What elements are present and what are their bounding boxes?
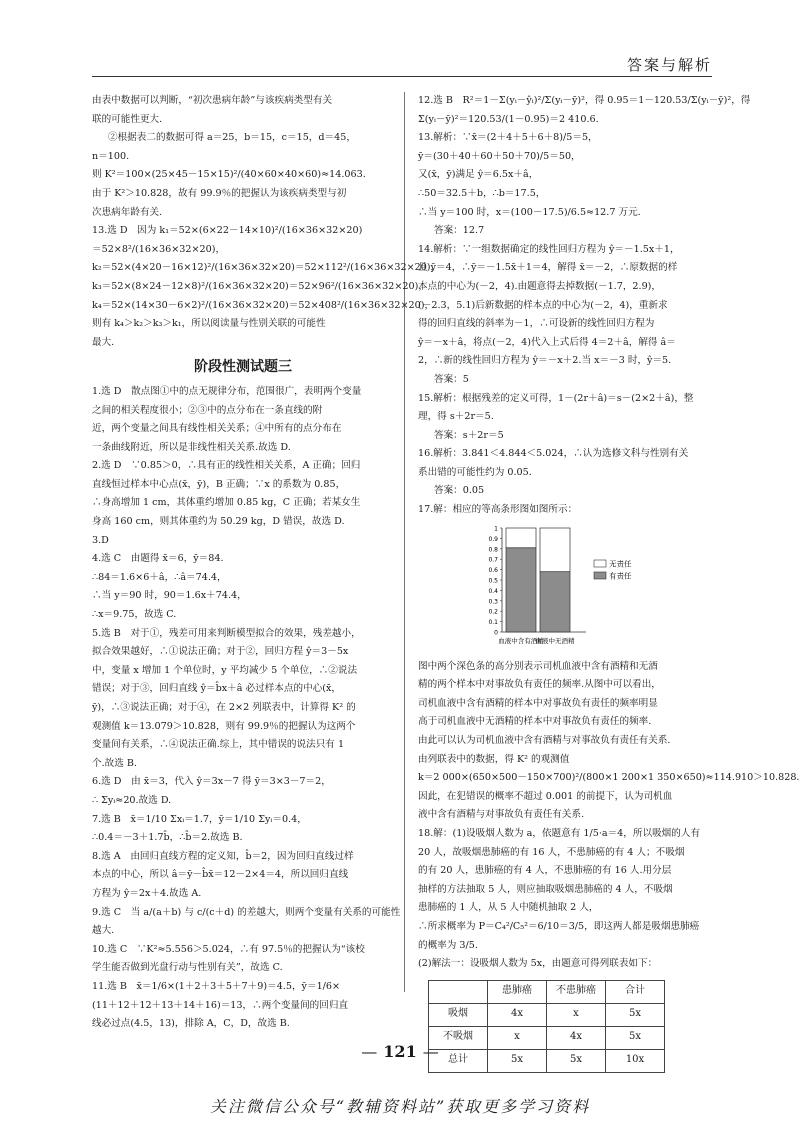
answer-5	[92, 625, 394, 774]
answer-12	[418, 92, 751, 129]
text-line: 身高 160 cm，则其体重约为 50.29 kg，D 错误，故选 D.	[92, 516, 345, 528]
section-title: 阶段性测试题三	[194, 359, 292, 376]
text-line: k₂＝52×(4×20－16×12)²/(16×36×32×20)＝52×112²/(16×36×32×20)，	[92, 262, 441, 274]
text-line: 12.选 B R²＝1－Σ(yᵢ－ŷᵢ)²/Σ(yᵢ－ȳ)²，得 0.95＝1－120.53/Σ(yᵢ－ȳ)²，得	[418, 95, 751, 106]
table-cell: 吸烟	[429, 1003, 488, 1026]
table-cell: x	[488, 1026, 547, 1049]
table-header-cell: 不患肺癌	[547, 980, 606, 1003]
text-line: 系出错的可能性约为 0.05.	[418, 466, 532, 478]
text-line: 因此，在犯错误的概率不超过 0.001 的前提下，认为司机血	[418, 790, 673, 802]
text-line: 个.故选 B.	[92, 757, 137, 769]
answer-8	[92, 848, 394, 904]
footer-note: 关注微信公众号“教辅资料站”获取更多学习资料	[209, 1097, 591, 1116]
text-line: ȳ＝(30＋40＋60＋50＋70)/5＝50，	[418, 150, 581, 162]
table-cell: 总计	[429, 1049, 488, 1072]
answer-2	[92, 457, 394, 531]
text-line: ②根据表二的数据可得 a＝25，b＝15，c＝15，d＝45，	[108, 132, 356, 144]
text-line: 直线恒过样本中心点(x̄，ȳ)，B 正确；∵x 的系数为 0.85，	[92, 478, 346, 490]
text-line: k₄＝52×(14×30－6×2)²/(16×36×32×20)＝52×408²/(16×36×32×20)，	[92, 299, 435, 311]
text-line: 本点的中心为(－2，4).由题意得去掉数据(－1.7，2.9)，	[418, 280, 662, 292]
x-category-label: 血液中无酒精	[535, 636, 575, 645]
text-line: 由列联表中的数据，得 K² 的观测值	[418, 753, 570, 765]
y-tick-label: 0.8	[488, 545, 498, 553]
answer-11	[92, 978, 394, 1034]
page-number-value: 121	[383, 1042, 417, 1061]
table-header-row	[429, 980, 665, 1003]
answer-17	[418, 501, 800, 825]
text-line: 2.选 D ∵0.85＞0，∴具有正的线性相关关系，A 正确；回归	[92, 460, 361, 472]
text-line: 本点的中心，所以 â＝ȳ－b̂x̄＝12－2×4＝4，所以回归直线	[92, 869, 349, 881]
text-line: 精的两个样本中对事故负有责任的频率.从图中可以看出，	[418, 679, 661, 691]
answer-13	[92, 222, 441, 352]
text-line: 答案：12.7	[434, 225, 485, 237]
text-line: 8.选 A 由回归直线方程的定义知，b̂＝2，因为回归直线过样	[92, 850, 354, 862]
text-line: n＝100.	[92, 150, 130, 162]
answer-1	[92, 383, 394, 457]
left-p1	[92, 92, 394, 129]
right-column	[418, 92, 800, 1073]
y-tick-label: 0.2	[488, 608, 498, 616]
text-line: ŷ＝－x＋â，将点(－2，4)代入上式后得 4＝2＋â，解得 â＝	[418, 336, 676, 348]
text-line: 答案：s＋2r＝5	[434, 429, 504, 441]
text-line: 11.选 B x̄＝1/6×(1＋2＋3＋5＋7＋9)＝4.5，ȳ＝1/6×	[92, 980, 341, 992]
answer-3	[92, 532, 394, 551]
answer-16	[418, 445, 718, 501]
text-line: 20 人，故吸烟患肺癌的有 16 人，不患肺癌的有 4 人；不吸烟	[418, 846, 685, 858]
text-line: 16.解析：3.841＜4.844＜5.024，∴认为选修文科与性别有关	[418, 448, 689, 460]
answer-18	[418, 825, 718, 1073]
text-line: (2)解法一：设吸烟人数为 5x，由题意可得列联表如下：	[418, 958, 658, 970]
text-line: 14.解析：∵一组数据确定的线性回归方程为 ŷ＝－1.5x＋1，	[418, 243, 680, 255]
text-line: ∴x＝9.75，故选 C.	[92, 609, 177, 621]
x-category-label: 血液中含有酒精	[498, 636, 544, 645]
text-line: 联的可能性更大.	[92, 113, 163, 125]
text-line: 4.选 C 由题得 x̄＝6，ȳ＝84.	[92, 553, 224, 565]
text-line: 近，两个变量之间具有线性相关关系；④中所有的点分布在	[92, 423, 342, 435]
page-number-dash-right: —	[422, 1042, 439, 1061]
y-tick-label: 0.7	[488, 556, 498, 564]
text-line: 又(x̄，ȳ)满足 ŷ＝6.5x＋â，	[418, 169, 539, 181]
y-tick-label: 0.1	[488, 618, 498, 626]
text-line: 学生能否做到光盘行动与性别有关”，故选 C.	[92, 962, 283, 974]
text-line: 的有 20 人，患肺癌的有 4 人，不患肺癌的有 16 人.用分层	[418, 865, 672, 877]
y-tick-label: 0	[494, 629, 498, 637]
table-cell: 不吸烟	[429, 1026, 488, 1049]
y-tick-label: 0.9	[488, 535, 498, 543]
text-line: 18.解：(1)设吸烟人数为 a，依题意有 1/5·a＝4，所以吸烟的人有	[418, 828, 701, 839]
text-line: 高于司机血液中无酒精的样本中对事故负有责任的频率.	[418, 716, 652, 728]
text-line: 越大.	[92, 925, 115, 937]
chart-svg	[480, 524, 670, 652]
table-header-cell: 患肺癌	[488, 980, 547, 1003]
legend-swatch	[594, 572, 606, 579]
text-line: 得的回归直线的斜率为－1，∴可设新的线性回归方程为	[418, 318, 655, 330]
text-line: 抽样的方法抽取 5 人，则应抽取吸烟患肺癌的 4 人，不吸烟	[418, 883, 673, 895]
legend-swatch	[594, 560, 606, 567]
text-line: ∴84＝1.6×6＋â，∴â＝74.4，	[92, 571, 227, 583]
text-line: ∴身高增加 1 cm，其体重约增加 0.85 kg，C 正确；若某女生	[92, 497, 361, 509]
answer-6	[92, 773, 394, 810]
text-line: 方程为 ŷ＝2x＋4.故选 A.	[92, 887, 202, 899]
text-line: 2，∴新的线性回归方程为 ŷ＝－x＋2.当 x＝－3 时，ŷ＝5.	[418, 355, 672, 367]
bar-segment	[540, 571, 570, 631]
text-line: 13.选 D 因为 k₁＝52×(6×22－14×10)²/(16×36×32×20)	[92, 225, 363, 237]
text-line: 1.选 D 散点图①中的点无规律分布，范围很广，表明两个变量	[92, 385, 362, 397]
table-cell: 10x	[606, 1049, 665, 1072]
table-cell: x	[547, 1003, 606, 1026]
answer-13b	[418, 129, 718, 241]
table-cell: 4x	[547, 1026, 606, 1049]
text-line: ∴0.4＝－3＋1.7b̂，∴b̂＝2.故选 B.	[92, 832, 243, 844]
text-line: 9.选 C 当 a/(a＋b) 与 c/(c＋d) 的差越大，则两个变量有关系的可能性	[92, 906, 401, 918]
page-number	[0, 1042, 800, 1061]
text-line: 则有 k₄＞k₂＞k₃＞k₁，所以阅读量与性别关联的可能性	[92, 318, 326, 330]
text-line: 且 ȳ＝4，∴ȳ＝－1.5x̄＋1＝4，解得 x̄＝－2，∴原数据的样	[418, 262, 678, 274]
text-line: 7.选 B x̄＝1/10 Σxᵢ＝1.7，ȳ＝1/10 Σyᵢ＝0.4，	[92, 813, 307, 825]
header-title: 答案与解析	[626, 56, 712, 74]
answer-7	[92, 811, 394, 848]
answer-14	[418, 241, 718, 390]
text-line: 理，得 s＋2r＝5.	[418, 411, 494, 423]
text-line: ȳ)，∴③说法正确；对于④，在 2×2 列联表中，计算得 K² 的	[92, 702, 356, 713]
text-line: ∴50＝32.5＋b，∴b＝17.5，	[418, 187, 546, 199]
text-line: 3.D	[92, 534, 109, 546]
text-line: 的概率为 3/5.	[418, 939, 478, 951]
text-line: 最大.	[92, 336, 115, 348]
text-line: k₃＝52×(8×24－12×8)²/(16×36×32×20)＝52×96²/(16×36×32×20)，	[92, 280, 428, 292]
text-line: ∴当 y＝90 时，90＝1.6x＋74.4，	[92, 590, 247, 602]
text-line: 液中含有酒精与对事故负有责任有关系.	[418, 809, 585, 821]
table-cell: 4x	[488, 1003, 547, 1026]
stacked-bar-chart	[480, 524, 670, 652]
text-line: Σ(yᵢ－ȳ)²＝120.53/(1－0.95)＝2 410.6.	[418, 113, 599, 125]
text-line: 10.选 C ∵K²≈5.556＞5.024，∴有 97.5％的把握认为“该校	[92, 943, 365, 955]
text-line: 13.解析：∵x̄＝(2＋4＋5＋6＋8)/5＝5，	[418, 132, 598, 144]
text-line: 变量间有关系，∴④说法正确.综上，其中错误的说法只有 1	[92, 739, 345, 751]
text-line: 中，变量 x 增加 1 个单位时，y 平均减少 5 个单位，∴②说法	[92, 664, 358, 676]
y-tick-label: 1	[494, 525, 498, 533]
bar-segment	[506, 547, 536, 631]
bar-segment	[506, 528, 536, 548]
text-line: 次患病年龄有关.	[92, 206, 163, 218]
answer-9	[92, 904, 401, 941]
left-p2	[92, 129, 394, 222]
legend-label: 无责任	[609, 559, 632, 569]
text-line: 错误；对于③，回归直线 ŷ＝b̂x＋â 必过样本点的中心(x̄，	[92, 683, 342, 695]
table-header-cell	[429, 980, 488, 1003]
text-line: 15.解析：根据残差的定义可得，1－(2r＋â)＝s－(2×2＋â)，整	[418, 392, 694, 404]
column-divider	[404, 92, 405, 992]
text-line: ∴所求概率为 P＝C₄²/C₅²＝6/10＝3/5，即这两人都是吸烟患肺癌	[418, 920, 700, 932]
text-line: 一条曲线附近，所以是非线性相关关系.故选 D.	[92, 441, 291, 453]
table-cell: 5x	[606, 1026, 665, 1049]
left-column	[92, 92, 441, 1034]
text-line: 线必过点(4.5，13)，排除 A，C，D，故选 B.	[92, 1018, 290, 1030]
text-line: 答案：0.05	[434, 485, 485, 497]
text-line: 由此可以认为司机血液中含有酒精与对事故负有责任有关系.	[418, 735, 671, 747]
text-line: (－2.3，5.1)后新数据的样本点的中心为(－2，4)，重新求	[418, 299, 668, 311]
text-line: 由表中数据可以判断，“初次患病年龄”与该疾病类型有关	[92, 95, 333, 106]
text-line: 观测值 k＝13.079＞10.828，则有 99.9％的把握认为这两个	[92, 720, 356, 732]
y-tick-label: 0.4	[488, 587, 498, 595]
answer-4	[92, 550, 394, 624]
text-line: 图中两个深色条的高分别表示司机血液中含有酒精和无酒	[418, 660, 658, 672]
text-line: 患肺癌的 1 人，从 5 人中随机抽取 2 人，	[418, 902, 599, 914]
answer-15	[418, 390, 718, 446]
text-line: (11＋12＋12＋13＋14＋16)＝13，∴两个变量间的回归直	[92, 999, 349, 1011]
answer-10	[92, 941, 394, 978]
text-line: 6.选 D 由 x̄＝3，代入 ŷ＝3x－7 得 ȳ＝3×3－7＝2，	[92, 776, 331, 788]
text-line: 答案：5	[434, 373, 469, 385]
legend-label: 有责任	[609, 571, 632, 581]
text-line: 5.选 B 对于①，残差可用来判断模型拟合的效果，残差越小，	[92, 627, 361, 639]
text-line: 之间的相关程度很小；②③中的点分布在一条直线的附	[92, 404, 323, 416]
text-line: 司机血液中含有酒精的样本中对事故负有责任的频率明显	[418, 697, 658, 709]
text-line: k＝2 000×(650×500－150×700)²/(800×1 200×1 350×650)≈114.910＞10.828.	[418, 772, 800, 784]
y-tick-label: 0.5	[488, 577, 498, 585]
text-line: 则 K²＝100×(25×45－15×15)²/(40×60×40×60)≈14.063.	[92, 169, 366, 181]
table-cell: 5x	[606, 1003, 665, 1026]
page-number-dash-left: —	[361, 1042, 378, 1061]
table-row	[429, 1003, 665, 1026]
bar-segment	[540, 528, 570, 572]
text-line: 17.解：相应的等高条形图如图所示：	[418, 504, 578, 516]
text-line: 拟合效果越好，∴①说法正确；对于②，回归方程 ŷ＝3－5x	[92, 646, 349, 658]
y-tick-label: 0.3	[488, 597, 498, 605]
table-cell: 5x	[547, 1049, 606, 1072]
page-header	[92, 52, 712, 77]
table-cell: 5x	[488, 1049, 547, 1072]
y-tick-label: 0.6	[488, 566, 498, 574]
text-line: ∴当 y＝100 时，x＝(100－17.5)/6.5≈12.7 万元.	[418, 206, 641, 218]
table-header-cell: 合计	[606, 980, 665, 1003]
text-line: ＝52×8²/(16×36×32×20)，	[92, 243, 226, 255]
text-line: ∴ Σyᵢ≈20.故选 D.	[92, 794, 172, 806]
text-line: 由于 K²＞10.828，故有 99.9％的把握认为该疾病类型与初	[92, 187, 347, 199]
